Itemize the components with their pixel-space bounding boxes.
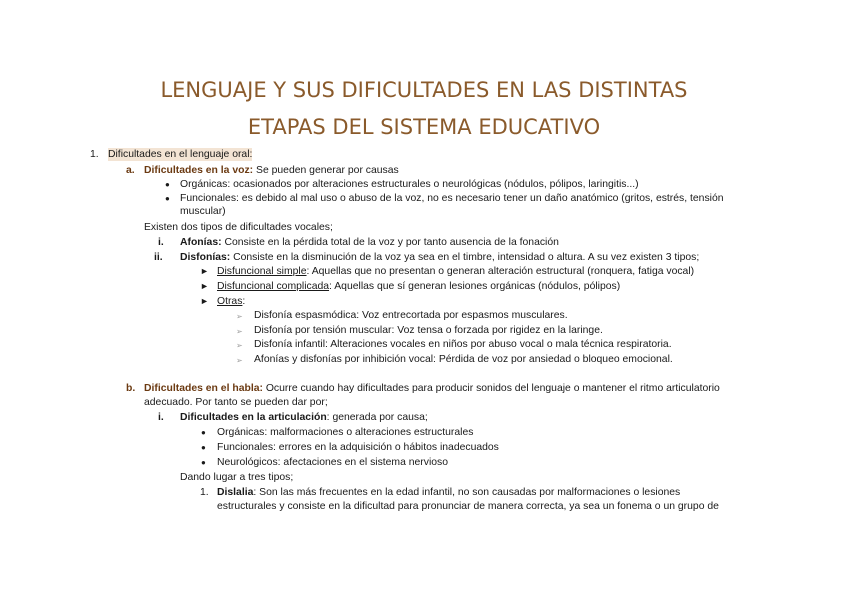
subsection-text: Se pueden generar por causas [253, 165, 399, 176]
subsection-text: Ocurre cuando hay dificultades para producir sonidos del lenguaje o mantener el ritmo articulatorio [262, 383, 720, 394]
subsection-voice [144, 164, 399, 177]
list-number: 1. [90, 149, 99, 160]
triangle-icon: ➢ [236, 356, 243, 365]
arrow-item-text: : Aquellas que sí generan lesiones orgánicas (nódulos, pólipos) [329, 281, 621, 292]
arrow-icon: ► [200, 296, 209, 306]
item-heading: Dificultades en la articulación [180, 412, 327, 423]
document-title-line-2: ETAPAS DEL SISTEMA EDUCATIVO [247, 115, 601, 139]
sub-list-item: Afonías y disfonías por inhibición vocal: Pérdida de voz por ansiedad o bloqueo emocional. [254, 354, 673, 365]
document-title-line-1: LENGUAJE Y SUS DIFICULTADES EN LAS DISTINTAS [160, 78, 688, 102]
item-heading: Disfonías: [180, 252, 231, 263]
item-heading: Dislalia [217, 487, 254, 498]
item-text: Consiste en la pérdida total de la voz y por tanto ausencia de la fonación [221, 237, 559, 248]
list-roman: i. [158, 237, 164, 248]
articulation-item [180, 411, 428, 424]
subsection-heading: Dificultades en el habla: [144, 383, 263, 394]
sub-list-item: Disfonía por tensión muscular: Voz tensa o forzada por rigidez en la laringe. [254, 325, 603, 336]
list-letter: a. [126, 165, 135, 176]
dyslalia-item [217, 486, 680, 499]
arrow-icon: ► [200, 266, 209, 276]
paragraph: Dando lugar a tres tipos; [180, 472, 294, 483]
list-item-continued: muscular) [180, 206, 226, 217]
bullet-icon: ● [201, 443, 206, 452]
item-text: Consiste en la disminución de la voz ya sea en el timbre, intensidad o altura. A su vez existen 3 tipos; [230, 252, 700, 263]
triangle-icon: ➢ [236, 312, 243, 321]
list-item: Orgánicas: ocasionados por alteraciones estructurales o neurológicas (nódulos, pólipos, laringitis...) [180, 179, 639, 190]
list-item: Funcionales: errores en la adquisición o hábitos inadecuados [217, 442, 499, 453]
subsection-text-continued: adecuado. Por tanto se pueden dar por; [144, 397, 328, 408]
bullet-icon: ● [165, 180, 170, 189]
item-text: : Son las más frecuentes en la edad infantil, no son causadas por malformaciones o lesiones [253, 487, 681, 498]
sub-list-item: Disfonía espasmódica: Voz entrecortada por espasmos musculares. [254, 310, 568, 321]
arrow-item-label: Disfuncional simple [217, 266, 307, 277]
item-heading: Afonías: [180, 237, 222, 248]
arrow-item [217, 295, 245, 308]
bullet-icon: ● [165, 194, 170, 203]
item-text: : generada por causa; [326, 412, 428, 423]
arrow-item-text: : Aquellas que no presentan o generan alteración estructural (ronquera, fatiga vocal) [306, 266, 695, 277]
paragraph: Existen dos tipos de dificultades vocales; [144, 222, 333, 233]
list-item: Neurológicos: afectaciones en el sistema nervioso [217, 457, 449, 468]
dysphonia-item [180, 251, 699, 264]
list-letter: b. [126, 383, 136, 394]
arrow-item [217, 265, 694, 278]
bullet-icon: ● [201, 428, 206, 437]
item-text-continued: estructurales y consiste en la dificultad para pronunciar de manera correcta, ya sea un fonema o un grupo de [217, 501, 719, 512]
triangle-icon: ➢ [236, 341, 243, 350]
arrow-icon: ► [200, 281, 209, 291]
triangle-icon: ➢ [236, 327, 243, 336]
list-item: Funcionales: es debido al mal uso o abuso de la voz, no es necesario tener un daño anatómico (gritos, estrés, tensión [180, 193, 724, 204]
section-heading: Dificultades en el lenguaje oral: [108, 149, 253, 160]
arrow-item-text: : [242, 296, 246, 307]
arrow-item-label: Disfuncional complicada [217, 281, 330, 292]
subsection-speech [144, 382, 720, 395]
list-roman: ii. [154, 252, 163, 263]
subsection-heading: Dificultades en la voz: [144, 165, 254, 176]
sub-list-item: Disfonía infantil: Alteraciones vocales en niños por abuso vocal o mala técnica respiratoria. [254, 339, 672, 350]
list-number: 1. [200, 487, 209, 498]
list-roman: i. [158, 412, 164, 423]
bullet-icon: ● [201, 458, 206, 467]
arrow-item [217, 280, 620, 293]
arrow-item-label: Otras [217, 296, 243, 307]
aphonia-item [180, 236, 559, 249]
list-item: Orgánicas: malformaciones o alteraciones estructurales [217, 427, 474, 438]
